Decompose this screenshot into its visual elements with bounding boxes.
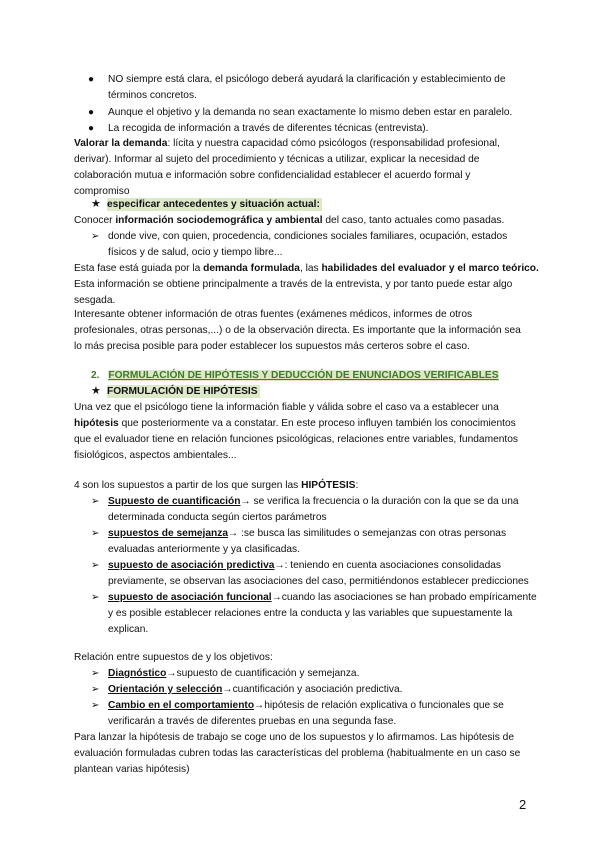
bold-text: HIPÓTESIS: [301, 480, 356, 491]
supuesto-item: [108, 527, 506, 540]
text: cuando las asociaciones se han probado empíricamente: [281, 592, 537, 603]
arrowhead-bullet-icon: ➢: [91, 592, 100, 603]
arrowhead-bullet-icon: ➢: [91, 560, 100, 571]
text: supuesto de cuantificación y semejanza.: [176, 668, 360, 679]
donde-text: donde vive, con quien, procedencia, condiciones sociales familiares, ocupación, estados: [108, 231, 508, 242]
subheading-hipotesis: FORMULACIÓN DE HIPÓTESIS: [107, 386, 258, 397]
text: , las: [299, 263, 322, 274]
supuesto-item: [108, 495, 519, 508]
relacion-line: Relación entre supuestos de y los objetivos:: [74, 652, 273, 663]
para-text: profesionales, otras personas,...) o de la observación directa. Es importante que la información sea: [74, 325, 521, 336]
donde-text: físicos y de salud, ocio y tiempo libre...: [108, 247, 283, 258]
supuesto-name: Supuesto de cuantificación: [108, 496, 241, 507]
arrow-icon: →: [228, 528, 239, 539]
supuesto-name: supuesto de asociación predictiva: [108, 560, 275, 571]
text: se verifica la frecuencia o la duración con la que se da una: [250, 496, 519, 507]
supuesto-text: explican.: [108, 624, 149, 635]
arrowhead-bullet-icon: ➢: [91, 528, 100, 539]
section-heading: [91, 369, 499, 382]
valorar-text: derivar). Informar al sujeto del procedimiento y técnicas a utilizar, explicar la necesidad de: [74, 154, 480, 165]
para-text: Esta información se obtiene principalmente a través de la entrevista, y por tanto puede estar algo: [74, 279, 513, 290]
text: 4 son los supuestos a partir de los que surgen las: [74, 480, 302, 491]
text: cuantificación y asociación predictiva.: [232, 684, 403, 695]
text: del caso, tanto actuales como pasadas.: [322, 215, 505, 226]
valorar-paragraph: [74, 137, 500, 150]
supuesto-name: supuesto de asociación funcional: [108, 592, 272, 603]
supuesto-name: supuestos de semejanza: [108, 528, 229, 539]
valorar-text: compromiso: [74, 186, 130, 197]
arrowhead-bullet-icon: ➢: [91, 668, 100, 679]
star-icon: ★: [91, 385, 101, 397]
hip-line: [74, 417, 516, 430]
supuesto-text: determinada conducta según ciertos parámetros: [108, 512, 327, 523]
bullet-dot-icon: ●: [88, 123, 95, 134]
text: hipótesis de relación explicativa o funcionales que se: [264, 700, 504, 711]
hip-text: Una vez que el psicólogo tiene la información fiable y válida sobre el caso va a establecer una: [74, 402, 499, 413]
star-icon: ★: [91, 198, 101, 210]
bullet-text: La recogida de información a través de diferentes técnicas (entrevista).: [108, 123, 429, 134]
arrowhead-bullet-icon: ➢: [91, 700, 100, 711]
arrow-icon: →: [166, 668, 177, 679]
objetivo-item: [108, 667, 359, 680]
final-text: Para lanzar la hipótesis de trabajo se coge uno de los supuestos y lo afirmamos. Las hipótesis de: [74, 732, 515, 743]
text: :: [355, 480, 359, 491]
hip-text: que el evaluador tiene en relación funciones psicológicas, relaciones entre variables, fundamentos: [74, 434, 518, 445]
text: Conocer: [74, 215, 116, 226]
valorar-label: Valorar la demanda: [74, 138, 168, 149]
final-text: plantean varias hipótesis): [74, 764, 190, 775]
page-number: 2: [519, 797, 527, 812]
bold-text: información sociodemográfica y ambiental: [115, 215, 323, 226]
bold-text: demanda formulada: [203, 263, 300, 274]
arrowhead-bullet-icon: ➢: [91, 231, 100, 242]
fase-line: [74, 262, 539, 275]
arrow-icon: →: [274, 560, 285, 571]
subheading-antecedentes: especificar antecedentes y situación actual:: [107, 199, 320, 210]
supuesto-item: [108, 591, 537, 604]
bullet-text: términos concretos.: [108, 90, 197, 101]
valorar-text: colaboración mutua e información sobre confidencialidad establecer el acuerdo formal y: [74, 170, 471, 181]
objetivo-name: Cambio en el comportamiento: [108, 700, 255, 711]
supuesto-text: evaluadas anteriormente y ya clasificadas.: [108, 544, 300, 555]
final-text: evaluación formuladas cubren todas las características del problema (habitualmente en un caso se: [74, 748, 521, 759]
objetivo-name: Orientación y selección: [108, 684, 223, 695]
bullet-dot-icon: ●: [88, 74, 95, 85]
cuatro-line: [74, 479, 358, 492]
objetivo-item: [108, 699, 504, 712]
bullet-text: Aunque el objetivo y la demanda no sean exactamente lo mismo deben estar en paralelo.: [108, 107, 513, 118]
bold-text: habilidades del evaluador y el marco teórico.: [321, 263, 539, 274]
text: : teniendo en cuenta asociaciones consolidadas: [284, 560, 501, 571]
bullet-text: NO siempre está clara, el psicólogo deberá ayudará la clarificación y establecimiento de: [108, 74, 506, 85]
supuesto-text: previamente, se observan las asociaciones del caso, permitiéndonos establecer predicciones: [108, 576, 529, 587]
arrowhead-bullet-icon: ➢: [91, 684, 100, 695]
objetivo-name: Diagnóstico: [108, 668, 167, 679]
para-text: sesgada.: [74, 295, 116, 306]
supuesto-text: y es posible establecer relaciones entre la conducta y las variables que supuestamente la: [108, 608, 513, 619]
arrow-icon: →: [271, 592, 282, 603]
text: Esta fase está guiada por la: [74, 263, 204, 274]
supuesto-item: [108, 559, 501, 572]
arrowhead-bullet-icon: ➢: [91, 496, 100, 507]
arrow-icon: →: [222, 684, 233, 695]
section-title: FORMULACIÓN DE HIPÓTESIS Y DEDUCCIÓN DE ENUNCIADOS VERIFICABLES: [108, 370, 499, 381]
conocer-line: [74, 214, 504, 227]
bullet-dot-icon: ●: [88, 107, 95, 118]
para-text: Interesante obtener información de otras fuentes (exámenes médicos, informes de otros: [74, 309, 473, 320]
objetivo-item: [108, 683, 402, 696]
para-text: lo más precisa posible para poder establecer los supuestos más certeros sobre el caso.: [74, 341, 470, 352]
valorar-text: : lícita y nuestra capacidad cómo psicólogos (responsabilidad profesional,: [167, 138, 500, 149]
text: que posteriormente va a constatar. En este proceso influyen también los conocimientos: [118, 418, 516, 429]
arrow-icon: →: [254, 700, 265, 711]
hip-text: fisiológicos, aspectos ambientales...: [74, 450, 237, 461]
section-number: 2.: [91, 370, 100, 381]
arrow-icon: →: [240, 496, 251, 507]
objetivo-text: verificarán a través de diferentes pruebas en una segunda fase.: [108, 716, 397, 727]
bold-text: hipótesis: [74, 418, 119, 429]
text: :se busca las similitudes o semejanzas con otras personas: [238, 528, 507, 539]
